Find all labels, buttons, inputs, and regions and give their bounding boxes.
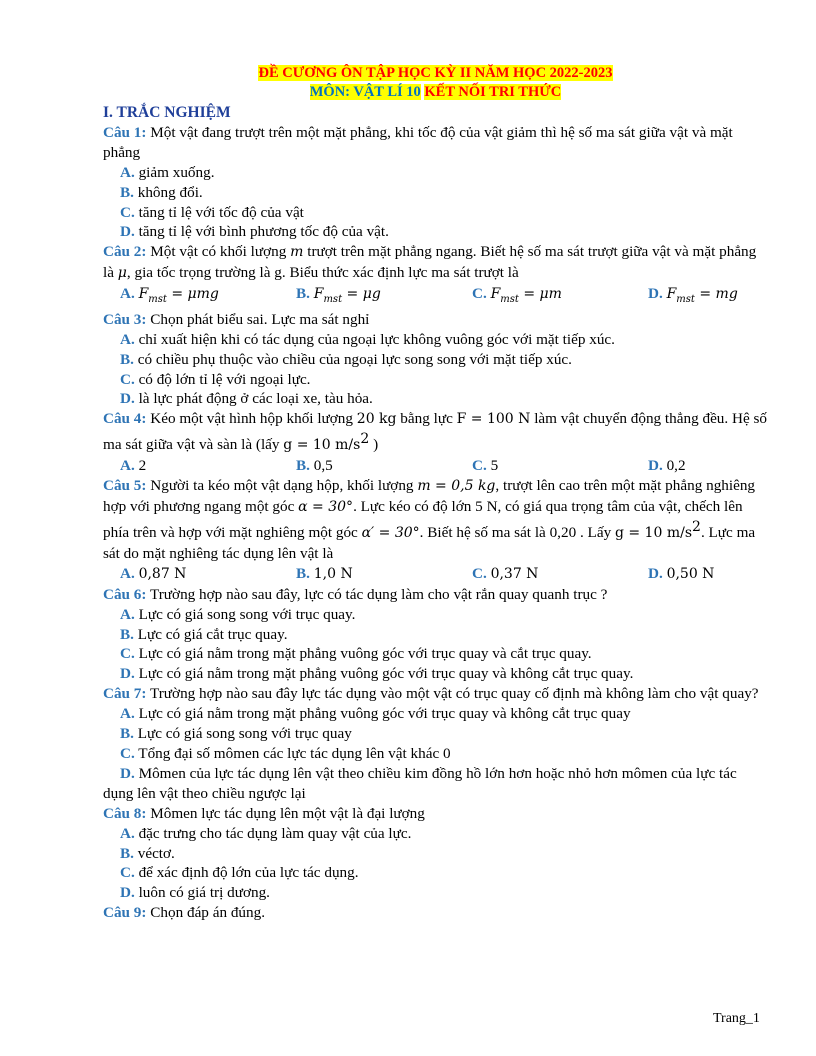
question-3: Câu 3: Chọn phát biểu sai. Lực ma sát nghỉ: [103, 310, 370, 328]
options-row-5: [103, 564, 768, 585]
option-6a: A. Lực có giá song song với trục quay.: [120, 605, 356, 623]
option-8c: C. để xác định độ lớn của lực tác dụng.: [120, 864, 359, 882]
question-4: Câu 4: Kéo một vật hình hộp khối lượng 20 kg bằng lực F = 100 N làm vật chuyển động thẳng đều. Hệ số ma sát giữa vật và sàn là (lấy g = 10 $m/s^2$ ): [103, 410, 768, 454]
question-7: Câu 7: Trường hợp nào sau đây lực tác dụng vào một vật có trục quay cố định mà không làm cho vật quay?: [103, 685, 759, 703]
option-4c: C. 5: [472, 457, 499, 475]
option-4b: B. 0,5: [296, 457, 333, 475]
option-1a: A. giảm xuống.: [120, 163, 215, 181]
option-6c: C. Lực có giá nằm trong mặt phẳng vuông góc với trục quay và cắt trục quay.: [120, 645, 592, 663]
option-8a: A. đặc trưng cho tác dụng làm quay vật của lực.: [120, 824, 412, 842]
option-1c: C. tăng tỉ lệ với tốc độ của vật: [120, 203, 304, 221]
option-8b: B. véctơ.: [120, 844, 175, 862]
question-1: Câu 1: Một vật đang trượt trên một mặt phẳng, khi tốc độ của vật giảm thì hệ số ma sát giữa vật và mặt phẳng: [103, 123, 733, 161]
option-8d: D. luôn có giá trị dương.: [120, 884, 270, 902]
option-5d: D. 0,50 N: [648, 564, 715, 582]
document-page: [103, 64, 768, 923]
option-1b: B. không đổi.: [120, 183, 203, 201]
question-8: Câu 8: Mômen lực tác dụng lên một vật là đại lượng: [103, 804, 425, 822]
option-2d: D. $F_{mst}$ = mg: [648, 285, 738, 305]
option-7d: D. Mômen của lực tác dụng lên vật theo chiều kim đồng hồ lớn hơn hoặc nhỏ hơn mômen của lực tác dụng lên vật theo chiều ngược lại: [103, 764, 737, 802]
option-6b: B. Lực có giá cắt trục quay.: [120, 625, 288, 643]
option-3d: D. là lực phát động ở các loại xe, tàu hỏa.: [120, 390, 373, 408]
option-6d: D. Lực có giá nằm trong mặt phẳng vuông góc với trục quay và không cắt trục quay.: [120, 665, 634, 683]
question-2: Câu 2: Một vật có khối lượng m trượt trên mặt phẳng ngang. Biết hệ số ma sát trượt giữa vật và mặt phẳng là μ, gia tốc trọng trường là g. Biểu thức xác định lực ma sát trượt là: [103, 243, 757, 282]
page-number: Trang_1: [713, 1011, 760, 1026]
option-3a: A. chỉ xuất hiện khi có tác dụng của ngoại lực không vuông góc với mặt tiếp xúc.: [120, 330, 615, 348]
question-5: Câu 5: Người ta kéo một vật dạng hộp, khối lượng m = 0,5 kg, trượt lên cao trên một mặt phẳng nghiêng hợp với phương ngang một góc α = 30°. Lực kéo có độ lớn 5 N, có giá qua trọng tâm của vật, chếch lên phía trên và hợp với mặt nghiêng một góc α′ = 30°. Biết hệ số ma sát là 0,20 . Lấy g = 10 $m/s^2$. Lực ma sát do mặt nghiêng tác dụng lên vật là: [103, 477, 756, 562]
title-line-2b: KẾT NỐI TRI THỨC: [424, 84, 562, 100]
title-line-2a: MÔN: VẬT LÍ 10: [309, 84, 421, 100]
option-7b: B. Lực có giá song song với trục quay: [120, 725, 352, 743]
option-2c: C. $F_{mst} = \mu m$: [472, 285, 562, 305]
document-title: [103, 64, 768, 102]
section-heading: I. TRẮC NGHIỆM: [103, 104, 231, 121]
option-5a: A. 0,87 N: [120, 564, 187, 582]
option-3b: B. có chiều phụ thuộc vào chiều của ngoại lực song song với mặt tiếp xúc.: [120, 350, 572, 368]
option-2a: A. $F_{mst} = \mu mg$: [120, 285, 219, 305]
option-2b: B. $F_{mst} = \mu g$: [296, 285, 381, 305]
option-1d: D. tăng tỉ lệ với bình phương tốc độ của vật.: [120, 223, 389, 241]
option-4a: A. 2: [120, 457, 147, 475]
option-3c: C. có độ lớn tỉ lệ với ngoại lực.: [120, 370, 311, 388]
question-9: Câu 9: Chọn đáp án đúng.: [103, 904, 266, 922]
options-row-2: [103, 284, 768, 310]
question-6: Câu 6: Trường hợp nào sau đây, lực có tác dụng làm cho vật rắn quay quanh trục ?: [103, 585, 608, 603]
options-row-4: [103, 456, 768, 476]
title-line-1: ĐỀ CƯƠNG ÔN TẬP HỌC KỲ II NĂM HỌC 2022-2023: [258, 65, 613, 81]
option-7a: A. Lực có giá nằm trong mặt phẳng vuông góc với trục quay và không cắt trục quay: [120, 705, 631, 723]
option-7c: C. Tổng đại số mômen các lực tác dụng lên vật khác 0: [120, 745, 451, 763]
option-5c: C. 0,37 N: [472, 564, 539, 582]
option-4d: D. 0,2: [648, 457, 686, 475]
option-5b: B. 1,0 N: [296, 564, 353, 582]
